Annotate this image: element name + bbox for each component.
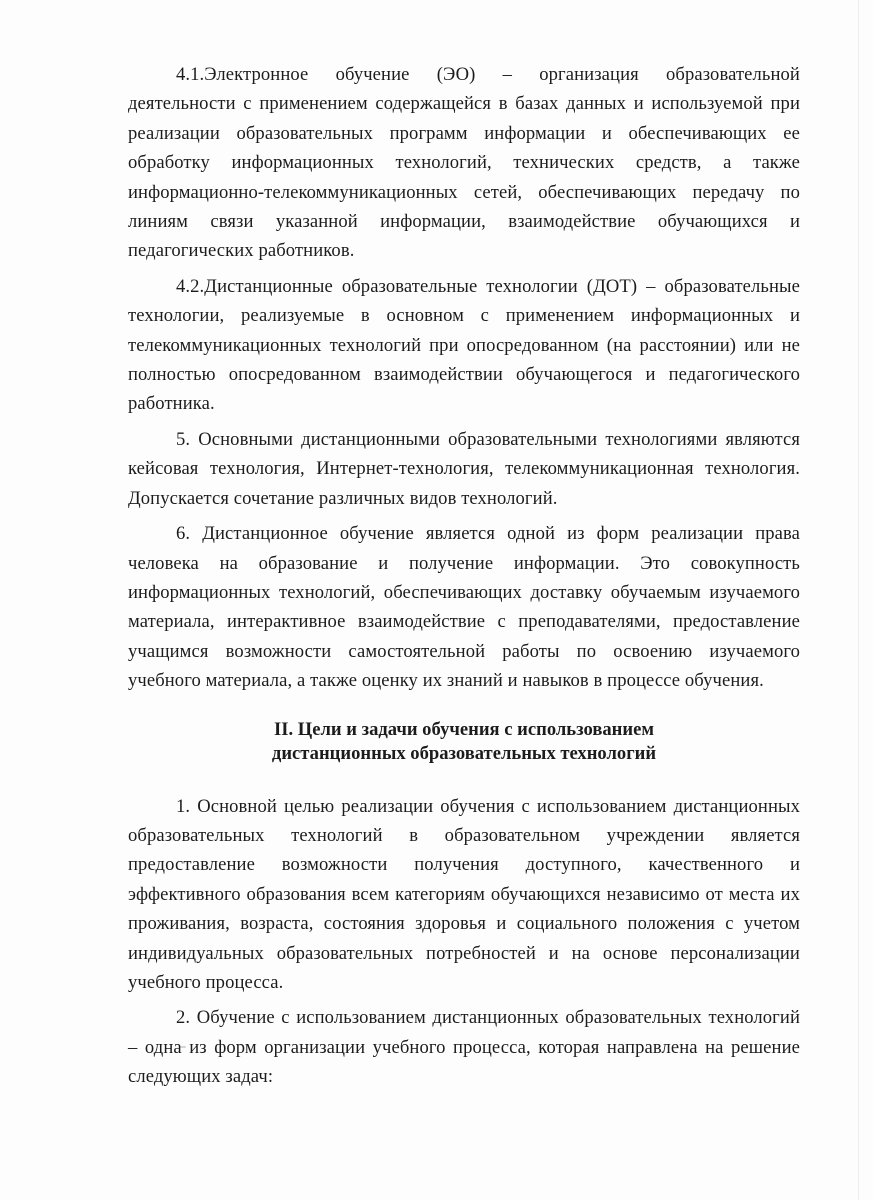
scan-edge-line [858, 0, 859, 1200]
section-heading-line-2: дистанционных образовательных технологий [271, 742, 657, 764]
paragraph-4-2: 4.2.Дистанционные образовательные технологии (ДОТ) – образовательные технологии, реализуемые в основном с применением информационных и телекоммуникационных технологий при опосредованном (на расстоянии) или не полностью опосредованном взаимодействии обучающегося и педагогического работника. [128, 275, 800, 415]
paragraph-6: 6. Дистанционное обучение является одной из форм реализации права человека на образование и получение информации. Это совокупность информационных технологий, обеспечивающих доставку обучаемым изучаемого материала, интерактивное взаимодействие с преподавателями, предоставление учащимся возможности самостоятельной работы по освоению изучаемого учебного материала, а также оценку их знаний и навыков в процессе обучения. [128, 523, 800, 692]
document-body [128, 60, 800, 1098]
section-paragraph-1: 1. Основной целью реализации обучения с использованием дистанционных образовательных технологий в образовательном учреждении является предоставление возможности получения доступного, качественного и эффективного образования всем категориям обучающихся независимо от места их проживания, возраста, состояния здоровья и социального положения с учетом индивидуальных образовательных потребностей и на основе персонализации учебного процесса. [128, 795, 800, 993]
section-paragraph-2: 2. Обучение с использованием дистанционных образовательных технологий – одна из форм организации учебного процесса, которая направлена на решение следующих задач: [128, 1007, 800, 1088]
paragraph-4-1: 4.1.Электронное обучение (ЭО) – организация образовательной деятельности с применением содержащейся в базах данных и используемой при реализации образовательных программ информации и обеспечивающих ее обработку информационных технологий, технических средств, а также информационно-телекоммуникационных сетей, обеспечивающих передачу по линиям связи указанной информации, взаимодействие обучающихся и педагогических работников. [128, 64, 800, 262]
paragraph-5: 5. Основными дистанционными образовательными технологиями являются кейсовая технология, Интернет-технология, телекоммуникационная технология. Допускается сочетание различных видов технологий. [128, 428, 800, 509]
section-heading-line-1: II. Цели и задачи обучения с использованием [273, 718, 655, 740]
section-heading [128, 718, 800, 766]
